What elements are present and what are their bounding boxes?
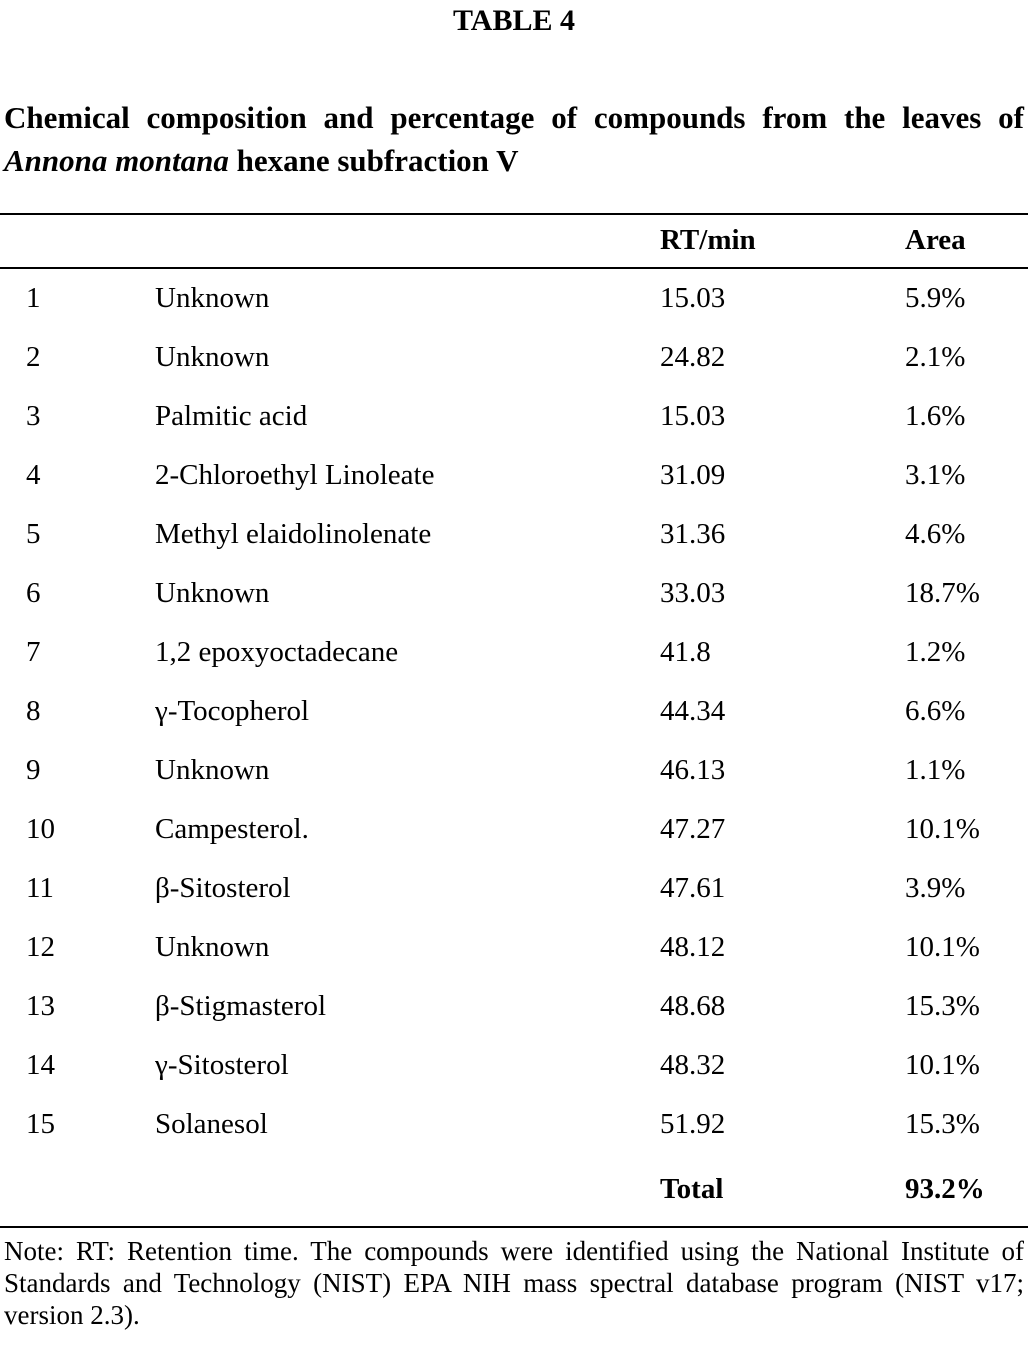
rt-value: 15.03 — [660, 399, 726, 432]
compound-name: Solanesol — [155, 1107, 268, 1140]
area-value: 4.6% — [905, 517, 966, 550]
compound-name: Unknown — [155, 930, 270, 963]
row-number: 9 — [26, 753, 41, 786]
area-value: 1.1% — [905, 753, 966, 786]
compound-name: Methyl elaidolinolenate — [155, 517, 432, 550]
table-row — [0, 1095, 1028, 1154]
composition-table — [0, 213, 1028, 1228]
table-row — [0, 918, 1028, 977]
table-note: Note: RT: Retention time. The compounds were identified using the National Institute of Standards and Technology (NIST) EPA NIH mass spectral database program (NIST v17; version 2.3). — [4, 1235, 1024, 1330]
header-row — [0, 214, 1028, 268]
caption-suffix: hexane subfraction V — [228, 143, 519, 179]
row-number: 10 — [26, 812, 55, 845]
rt-value: 31.09 — [660, 458, 726, 491]
compound-name: γ-Sitosterol — [155, 1048, 289, 1081]
area-value: 3.9% — [905, 871, 966, 904]
row-number: 4 — [26, 458, 41, 491]
rt-value: 47.61 — [660, 871, 726, 904]
header-number-column — [0, 214, 155, 268]
caption-species-name: Annona montana — [4, 143, 229, 179]
table-row — [0, 682, 1028, 741]
caption-prefix: Chemical composition and percentage of compounds from the leaves of — [4, 100, 1024, 135]
table-row — [0, 800, 1028, 859]
row-number: 14 — [26, 1048, 55, 1081]
area-value: 10.1% — [905, 812, 980, 845]
area-value: 15.3% — [905, 1107, 980, 1140]
table-row — [0, 387, 1028, 446]
area-value: 10.1% — [905, 930, 980, 963]
total-label: Total — [660, 1154, 905, 1227]
area-value: 18.7% — [905, 576, 980, 609]
rt-value: 33.03 — [660, 576, 726, 609]
row-number: 3 — [26, 399, 41, 432]
row-number: 11 — [26, 871, 54, 904]
rt-value: 48.68 — [660, 989, 726, 1022]
table-row — [0, 977, 1028, 1036]
rt-value: 24.82 — [660, 340, 726, 373]
rt-value: 51.92 — [660, 1107, 726, 1140]
area-value: 15.3% — [905, 989, 980, 1022]
rt-value: 46.13 — [660, 753, 726, 786]
table-caption — [0, 96, 1028, 183]
compound-name: Campesterol. — [155, 812, 309, 845]
table-row — [0, 564, 1028, 623]
table-row — [0, 1036, 1028, 1095]
row-number: 2 — [26, 340, 41, 373]
area-value: 1.6% — [905, 399, 966, 432]
rt-value: 48.32 — [660, 1048, 726, 1081]
table-row — [0, 446, 1028, 505]
area-value: 10.1% — [905, 1048, 980, 1081]
rt-value: 48.12 — [660, 930, 726, 963]
row-number: 13 — [26, 989, 55, 1022]
row-number: 7 — [26, 635, 41, 668]
area-value: 6.6% — [905, 694, 966, 727]
table-row — [0, 623, 1028, 682]
row-number: 1 — [26, 281, 41, 314]
total-value: 93.2% — [905, 1154, 1028, 1227]
compound-name: 1,2 epoxyoctadecane — [155, 635, 399, 668]
area-value: 2.1% — [905, 340, 966, 373]
row-number: 12 — [26, 930, 55, 963]
header-compound-column — [155, 214, 660, 268]
compound-name: β-Stigmasterol — [155, 989, 327, 1022]
total-row — [0, 1154, 1028, 1227]
compound-name: γ-Tocopherol — [155, 694, 310, 727]
compound-name: Unknown — [155, 576, 270, 609]
table-body — [0, 268, 1028, 1154]
table-row — [0, 268, 1028, 328]
rt-value: 47.27 — [660, 812, 726, 845]
rt-value: 31.36 — [660, 517, 726, 550]
table-row — [0, 741, 1028, 800]
compound-name: Unknown — [155, 281, 270, 314]
row-number: 15 — [26, 1107, 55, 1140]
rt-value: 15.03 — [660, 281, 726, 314]
rt-value: 41.8 — [660, 635, 711, 668]
area-value: 5.9% — [905, 281, 966, 314]
compound-name: Unknown — [155, 753, 270, 786]
compound-name: Unknown — [155, 340, 270, 373]
area-value: 3.1% — [905, 458, 966, 491]
header-rt-column: RT/min — [660, 214, 905, 268]
compound-name: 2-Chloroethyl Linoleate — [155, 458, 435, 491]
row-number: 5 — [26, 517, 41, 550]
row-number: 8 — [26, 694, 41, 727]
row-number: 6 — [26, 576, 41, 609]
table-row — [0, 328, 1028, 387]
table-header — [0, 214, 1028, 268]
total-empty-number — [0, 1154, 155, 1227]
table-footer — [0, 1154, 1028, 1227]
table-row — [0, 505, 1028, 564]
header-area-column: Area — [905, 214, 1028, 268]
area-value: 1.2% — [905, 635, 966, 668]
table-row — [0, 859, 1028, 918]
compound-name: Palmitic acid — [155, 399, 308, 432]
compound-name: β-Sitosterol — [155, 871, 291, 904]
total-empty-compound — [155, 1154, 660, 1227]
table-label: TABLE 4 — [453, 4, 575, 37]
rt-value: 44.34 — [660, 694, 726, 727]
